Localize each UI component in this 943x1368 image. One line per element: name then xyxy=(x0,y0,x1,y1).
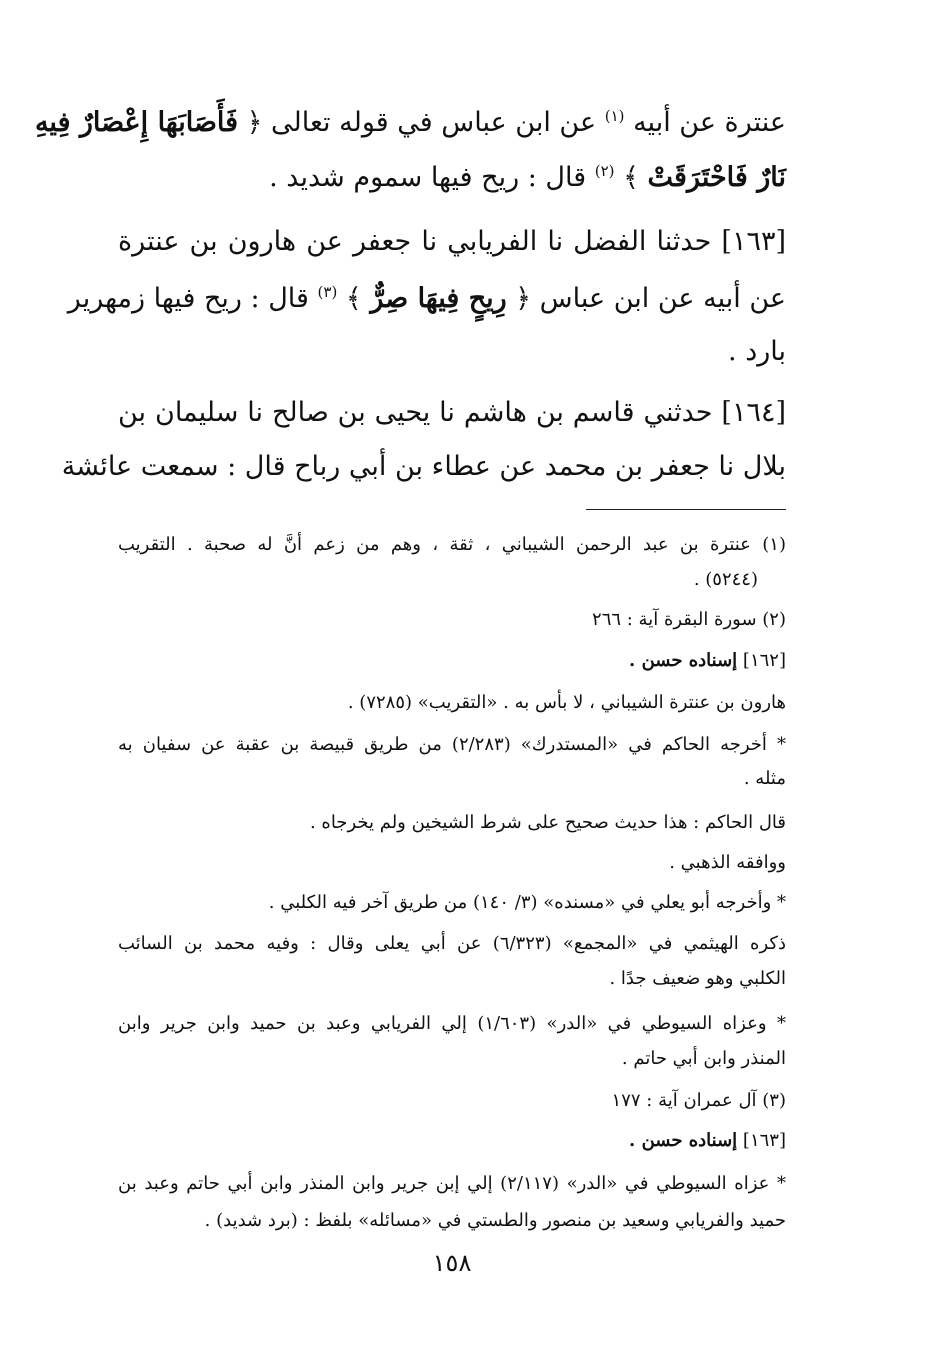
text-span: هارون بن عنترة الشيباني ، لا بأس به . «التقريب» (٧٢٨٥) . xyxy=(347,692,786,713)
text-span: (٣) آل عمران آية : ١٧٧ xyxy=(611,1090,786,1111)
main-text-line xyxy=(118,332,786,372)
text-span: [١٦٤] حدثني قاسم بن هاشم نا يحيى بن صالح نا سليمان بن xyxy=(118,397,786,428)
footnote-divider xyxy=(586,509,786,510)
text-span: إسناده حسن . xyxy=(629,1130,738,1151)
text-span: (٥٢٤٤) . xyxy=(693,569,758,590)
footnote-ref: (١) xyxy=(604,107,625,125)
footnote-line xyxy=(118,1086,786,1116)
text-span: قال : ريح فيها زمهرير xyxy=(67,283,309,314)
footnote-line xyxy=(118,605,786,635)
text-span: [١٦٣] حدثنا الفضل نا الفريابي نا جعفر عن هارون بن عنترة xyxy=(118,226,786,257)
text-span: [١٦٢] xyxy=(742,650,786,671)
footnote-line xyxy=(118,1009,786,1039)
text-span: ﴾ xyxy=(345,283,362,314)
text-span: بارد . xyxy=(728,336,786,367)
quran-verse: رِيحٍ فِيهَا صِرٌّ xyxy=(370,283,507,314)
footnote-line xyxy=(118,1169,786,1199)
main-text-line xyxy=(67,279,786,319)
text-span: * وعزاه السيوطي في «الدر» (١/٦٠٣) إلي الفريابي وعبد بن حميد وابن جرير وابن xyxy=(118,1013,786,1034)
text-span: * عزاه السيوطي في «الدر» (٢/١١٧) إلي إبن جرير وابن المنذر وابن أبي حاتم وعبد بن xyxy=(118,1173,786,1194)
text-span: ذكره الهيثمي في «المجمع» (٦/٣٢٣) عن أبي يعلى وقال : وفيه محمد بن السائب xyxy=(118,933,786,954)
text-span: مثله . xyxy=(743,768,786,789)
main-text-line xyxy=(61,447,786,487)
footnote-line xyxy=(118,888,786,918)
footnote-line xyxy=(118,1044,786,1074)
main-text-line xyxy=(118,222,786,262)
footnote-ref: (٢) xyxy=(594,162,615,180)
text-span: قال : ريح فيها سموم شديد . xyxy=(269,162,587,193)
text-span: الكلبي وهو ضعيف جدًا . xyxy=(609,968,786,989)
main-text-line xyxy=(34,103,786,143)
text-span: عن أبيه عن ابن عباس ﴿ xyxy=(515,283,786,314)
text-span: ﴾ xyxy=(623,162,639,193)
text-span: ووافقه الذهبي . xyxy=(669,852,786,873)
text-span: حميد والفريابي وسعيد بن منصور والطستي في «مسائله» بلفظ : (برد شديد) . xyxy=(204,1210,786,1231)
footnote-line xyxy=(118,565,758,595)
footnote-ref: (٣) xyxy=(317,283,338,301)
footnote-line xyxy=(118,964,786,994)
text-span: بلال نا جعفر بن محمد عن عطاء بن أبي رباح قال : سمعت عائشة xyxy=(61,451,786,482)
quran-verse: نَارٌ فَاحْتَرَقَتْ xyxy=(647,162,786,193)
footnote-line xyxy=(118,1126,786,1156)
footnote-line xyxy=(118,929,786,959)
text-span: * أخرجه الحاكم في «المستدرك» (٢/٢٨٣) من طريق قبيصة بن عقبة عن سفيان به xyxy=(118,734,786,755)
text-span: (١) عنترة بن عبد الرحمن الشيباني ، ثقة ، وهم من زعم أنَّ له صحبة . التقريب xyxy=(118,534,786,555)
text-span: إسناده حسن . xyxy=(629,650,738,671)
text-span: [١٦٣] xyxy=(742,1130,786,1151)
footnote-line xyxy=(118,646,786,676)
footnote-line xyxy=(118,764,786,794)
text-span: (٢) سورة البقرة آية : ٢٦٦ xyxy=(592,609,786,630)
footnote-line xyxy=(118,730,786,760)
book-page xyxy=(34,0,786,1368)
footnote-line xyxy=(118,808,786,838)
footnote-line xyxy=(118,848,786,878)
quran-verse: فَأَصَابَهَا إِعْصَارٌ فِيهِ xyxy=(34,107,239,138)
text-span: المنذر وابن أبي حاتم . xyxy=(621,1048,786,1069)
footnote-line xyxy=(118,688,786,718)
text-span: عن ابن عباس في قوله تعالى ﴿ xyxy=(246,107,597,138)
text-span: * وأخرجه أبو يعلي في «مسنده» (٣/ ١٤٠) من طريق آخر فيه الكلبي . xyxy=(268,892,786,913)
page-number: ١٥٨ xyxy=(432,1249,472,1277)
footnote-line xyxy=(118,1206,786,1236)
main-text-line xyxy=(118,158,786,198)
text-span: عنترة عن أبيه xyxy=(633,107,786,138)
footnote-line xyxy=(118,530,786,560)
main-text-line xyxy=(118,393,786,433)
text-span: قال الحاكم : هذا حديث صحيح على شرط الشيخين ولم يخرجاه . xyxy=(309,812,786,833)
